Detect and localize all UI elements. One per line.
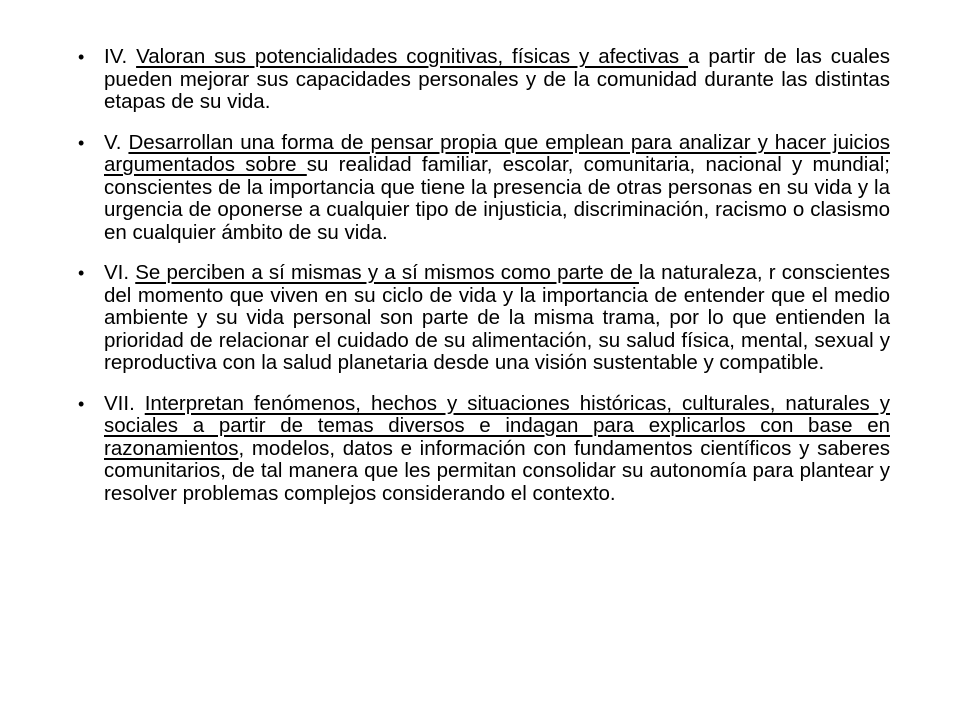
item-text: a partir de las cuales pueden mejorar sus capacidades personales y de la comunidad durante las distintas etapas de su vida. [104,45,890,113]
bullet-icon: • [78,263,85,283]
item-number: IV. [104,45,137,68]
item-underlined-text: Se perciben a sí mismas y a sí mismos como parte de [135,261,639,284]
list-item-v [78,132,890,245]
item-underlined-text: Valoran sus potencialidades cognitivas, físicas y afectivas [136,45,689,68]
item-underlined-text: Desarrollan una forma de pensar propia que emplean para analizar y hacer juicios argumentados sobre [104,130,890,176]
bullet-icon: • [78,393,85,414]
list-item-iv [78,46,890,114]
bullet-icon: • [78,47,85,67]
list-item-vii [78,393,890,506]
list-item-vi [78,262,890,375]
item-number: VI. [104,261,136,284]
bullet-icon: • [78,132,85,153]
item-underlined-text: Interpretan fenómenos, hechos y situaciones históricas, culturales, naturales y sociales a partir de temas diversos e indagan para explicarlos con base en razonamientos [104,391,890,460]
bullet-list [78,46,890,523]
item-number: VII. [104,391,145,415]
item-text: , modelos, datos e información con fundamentos científicos y saberes comunitarios, de tal manera que les permitan consolidar su autonomía para plantear y resolver problemas complejos considerando el contexto. [104,436,890,505]
item-number: V. [104,130,129,154]
item-text: la naturaleza, r conscientes del momento que viven en su ciclo de vida y la importancia de entender que el medio ambiente y su vida personal son parte de la misma trama, por lo que entienden la prioridad de relacionar el cuidado de su alimentación, su salud física, mental, sexual y reproductiva con la salud planetaria desde una visión sustentable y compatible. [104,261,890,374]
item-text: su realidad familiar, escolar, comunitaria, nacional y mundial; conscientes de la importancia que tiene la presencia de otras personas en su vida y la urgencia de oponerse a cualquier tipo de injusticia, discriminación, racismo o clasismo en cualquier ámbito de su vida. [104,153,891,244]
